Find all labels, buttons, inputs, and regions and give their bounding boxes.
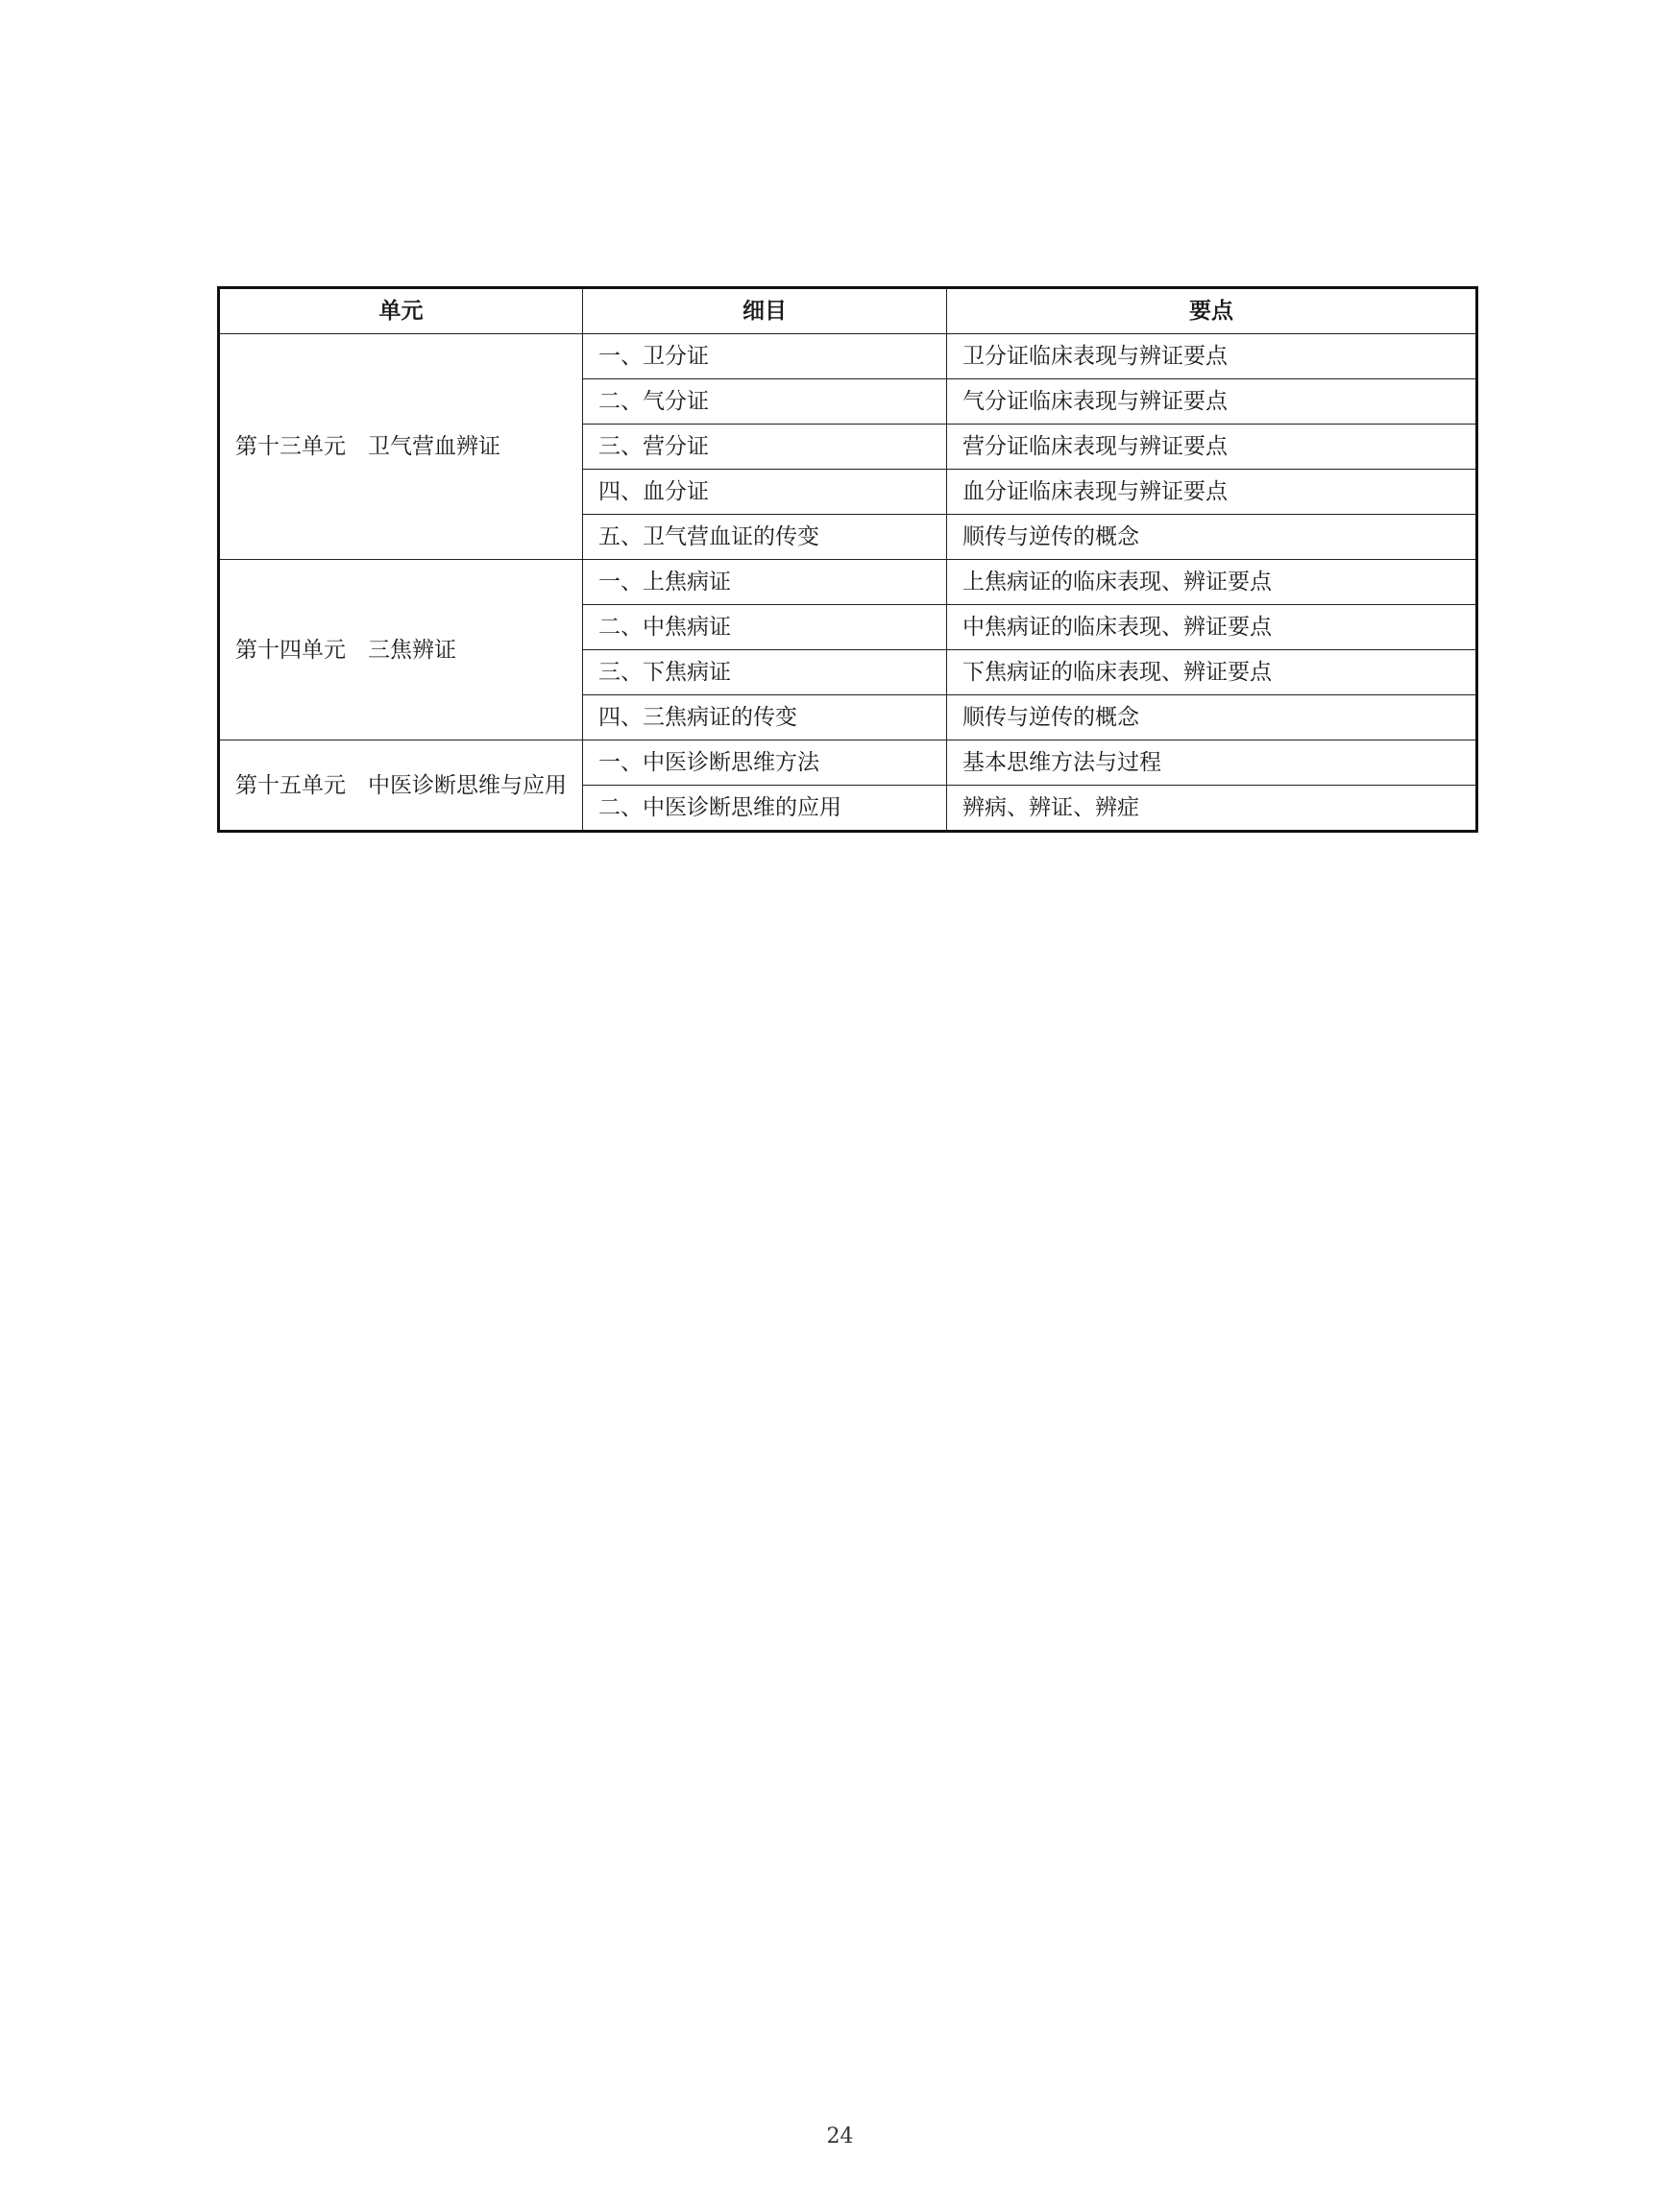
table-row: [219, 740, 1477, 786]
syllabus-table: [217, 286, 1478, 833]
item-cell: 三、营分证: [583, 425, 947, 470]
item-cell: 一、上焦病证: [583, 560, 947, 605]
point-cell: 辨病、辨证、辨症: [947, 786, 1477, 832]
point-cell: 血分证临床表现与辨证要点: [947, 470, 1477, 515]
item-cell: 二、中医诊断思维的应用: [583, 786, 947, 832]
unit-cell: 第十五单元 中医诊断思维与应用: [219, 740, 583, 832]
point-cell: 气分证临床表现与辨证要点: [947, 379, 1477, 425]
page-number: 24: [826, 2124, 854, 2148]
item-cell: 二、中焦病证: [583, 605, 947, 650]
item-cell: 二、气分证: [583, 379, 947, 425]
point-cell: 顺传与逆传的概念: [947, 515, 1477, 560]
item-cell: 四、三焦病证的传变: [583, 695, 947, 740]
item-cell: 一、中医诊断思维方法: [583, 740, 947, 786]
item-cell: 三、下焦病证: [583, 650, 947, 695]
point-cell: 下焦病证的临床表现、辨证要点: [947, 650, 1477, 695]
header-row: [219, 288, 1477, 334]
header-item: 细目: [583, 288, 947, 334]
point-cell: 营分证临床表现与辨证要点: [947, 425, 1477, 470]
item-cell: 一、卫分证: [583, 334, 947, 379]
unit-cell: 第十四单元 三焦辨证: [219, 560, 583, 740]
table-row: [219, 560, 1477, 605]
table-row: [219, 334, 1477, 379]
header-unit: 单元: [219, 288, 583, 334]
point-cell: 上焦病证的临床表现、辨证要点: [947, 560, 1477, 605]
point-cell: 顺传与逆传的概念: [947, 695, 1477, 740]
header-point: 要点: [947, 288, 1477, 334]
point-cell: 中焦病证的临床表现、辨证要点: [947, 605, 1477, 650]
unit-cell: 第十三单元 卫气营血辨证: [219, 334, 583, 560]
point-cell: 基本思维方法与过程: [947, 740, 1477, 786]
item-cell: 五、卫气营血证的传变: [583, 515, 947, 560]
point-cell: 卫分证临床表现与辨证要点: [947, 334, 1477, 379]
item-cell: 四、血分证: [583, 470, 947, 515]
